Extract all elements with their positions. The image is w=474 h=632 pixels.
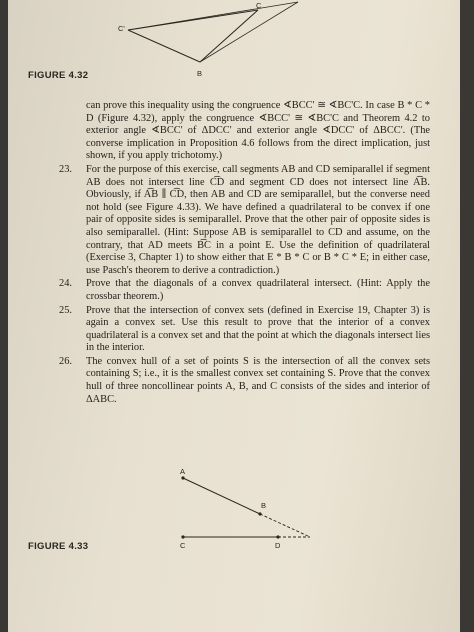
exercise-text: [32, 100, 430, 406]
point-label-cprime: C': [118, 24, 125, 33]
exercise-body: Prove that the intersection of convex sets (defined in Exercise 19, Chapter 3) is again a convex set. Use this result to prove that the interior of a convex quadrilateral is a convex set and that the point at which the diagonals intersect lies in the interior.: [86, 304, 430, 354]
point-a-dot: [181, 476, 184, 479]
point-label-b: B: [261, 501, 267, 510]
segment-b-extension: [260, 514, 310, 537]
figure-4-32-diagram: [108, 0, 308, 80]
point-d-dot: [276, 535, 279, 538]
exercise-number: 23.: [59, 163, 72, 175]
exercise-body: The convex hull of a set of points S is the intersection of all the convex sets containing S; i.e., it is the smallest convex set containing S. Prove that the convex hull of three noncollinear points A, B, and C consists of the sides and interior of ΔABC.: [86, 355, 430, 405]
point-c-dot: [181, 535, 184, 538]
exercise-number: 24.: [59, 278, 72, 290]
exercise-body: For the purpose of this exercise, call segments AB and CD semiparallel if segment AB does not intersect line C͡D and segment CD does not intersect line A͡B. Obviously, if A͡B ∥ C͡D, then AB and CD are semiparallel, but the converse need not hold (see Figure 4.33). We have defined a quadrilateral to be convex if one pair of opposite sides is semiparallel. Prove that the other pair of opposite sides is also semiparallel. (Hint: Suppose AB is semiparallel to CD and assume, on the contrary, that AD meets B͡C in a point E. Use the definition of quadrilateral (Exercise 3, Chapter 1) to show either that E * B * C or B * C * E; in either case, use Pasch's theorem to derive a contradiction.): [86, 163, 430, 276]
figure-4-33-diagram: [168, 462, 328, 562]
figure-4-33-caption: FIGURE 4.33: [28, 541, 89, 552]
exercise-23: [32, 164, 430, 277]
exercise-25: [32, 305, 430, 355]
exercise-24: [32, 278, 430, 303]
segment-cprime-d: [128, 2, 298, 30]
point-label-c: C: [256, 1, 262, 10]
exercise-26: [32, 356, 430, 406]
book-page: [8, 0, 460, 632]
exercise-number: 26.: [59, 355, 72, 367]
segment-cprime-b: [128, 30, 200, 62]
point-b-dot: [258, 512, 261, 515]
point-label-a: A: [180, 467, 186, 476]
point-label-d: D: [275, 541, 281, 550]
figure-4-32-caption: FIGURE 4.32: [28, 70, 89, 81]
exercise-number: 25.: [59, 304, 72, 316]
exercise-body: Prove that the diagonals of a convex quadrilateral intersect. (Hint: Apply the crossbar theorem.): [86, 278, 430, 302]
segment-a-b: [183, 478, 260, 514]
point-label-b: B: [197, 69, 203, 78]
intro-paragraph: can prove this inequality using the congruence ∢BCC' ≅ ∢BC'C. In case B * C * D (Figure 4.32), apply the congruence ∢BCC' ≅ ∢BC'C and Theorem 4.2 to exterior angle ∢BCC' of ΔDCC' and exterior angle ∢DCC' of ΔBCC'. (The converse implication in Proposition 4.6 follows from the direct implication, just shown, if you apply trichotomy.): [86, 100, 430, 162]
point-label-c: C: [180, 541, 186, 550]
